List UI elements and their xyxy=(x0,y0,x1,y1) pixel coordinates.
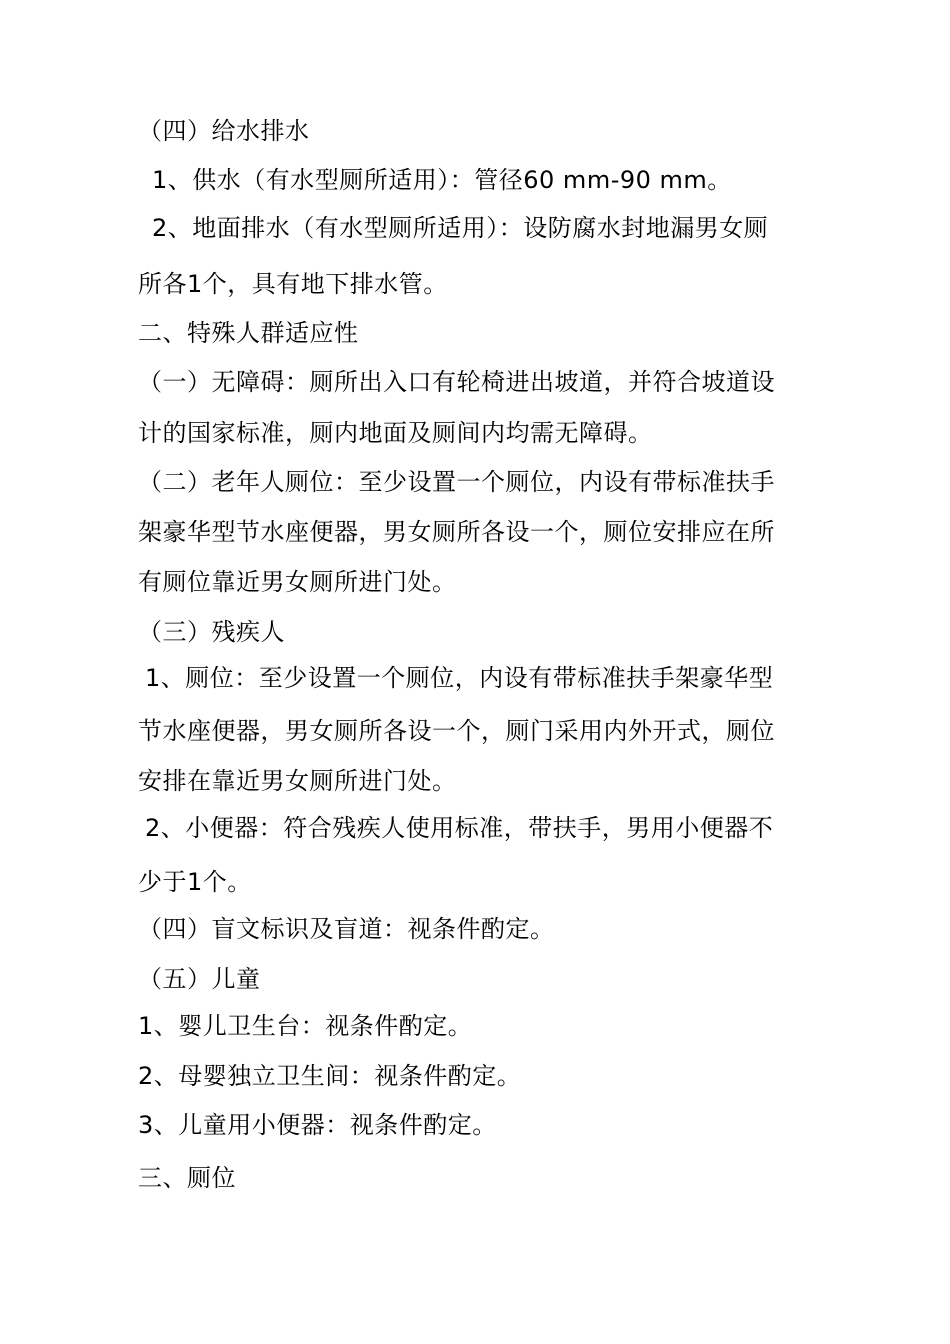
list-item: 1、婴儿卫生台：视条件酌定。 xyxy=(138,1012,473,1040)
subsection-heading-children: （五）儿童 xyxy=(138,965,261,993)
section-heading-stalls: 三、厕位 xyxy=(138,1164,236,1192)
paragraph-line: 安排在靠近男女厕所进门处。 xyxy=(138,767,457,795)
section-heading-special-groups: 二、特殊人群适应性 xyxy=(138,319,359,347)
paragraph-line: 1、供水（有水型厕所适用）：管径60 mm-90 mm。 xyxy=(152,166,732,194)
paragraph-line: （二）老年人厕位：至少设置一个厕位，内设有带标准扶手 xyxy=(138,468,775,496)
paragraph-line: 少于1个。 xyxy=(138,868,252,896)
section-heading-water-supply-drainage: （四）给水排水 xyxy=(138,117,310,145)
paragraph-line: （四）盲文标识及盲道：视条件酌定。 xyxy=(138,915,555,943)
subsection-heading-disabled: （三）残疾人 xyxy=(138,618,285,646)
paragraph-line: 2、地面排水（有水型厕所适用）：设防腐水封地漏男女厕 xyxy=(152,214,769,242)
paragraph-line: 1、厕位：至少设置一个厕位，内设有带标准扶手架豪华型 xyxy=(145,664,774,692)
paragraph-line: 2、小便器：符合残疾人使用标准，带扶手，男用小便器不 xyxy=(145,814,774,842)
paragraph-line: 所各1个，具有地下排水管。 xyxy=(138,270,448,298)
list-item: 2、母婴独立卫生间：视条件酌定。 xyxy=(138,1062,522,1090)
paragraph-line: 计的国家标准，厕内地面及厕间内均需无障碍。 xyxy=(138,419,653,447)
paragraph-line: （一）无障碍：厕所出入口有轮椅进出坡道，并符合坡道设 xyxy=(138,368,775,396)
paragraph-line: 有厕位靠近男女厕所进门处。 xyxy=(138,568,457,596)
paragraph-line: 架豪华型节水座便器，男女厕所各设一个，厕位安排应在所 xyxy=(138,518,775,546)
list-item: 3、儿童用小便器：视条件酌定。 xyxy=(138,1111,497,1139)
paragraph-line: 节水座便器，男女厕所各设一个，厕门采用内外开式，厕位 xyxy=(138,717,775,745)
